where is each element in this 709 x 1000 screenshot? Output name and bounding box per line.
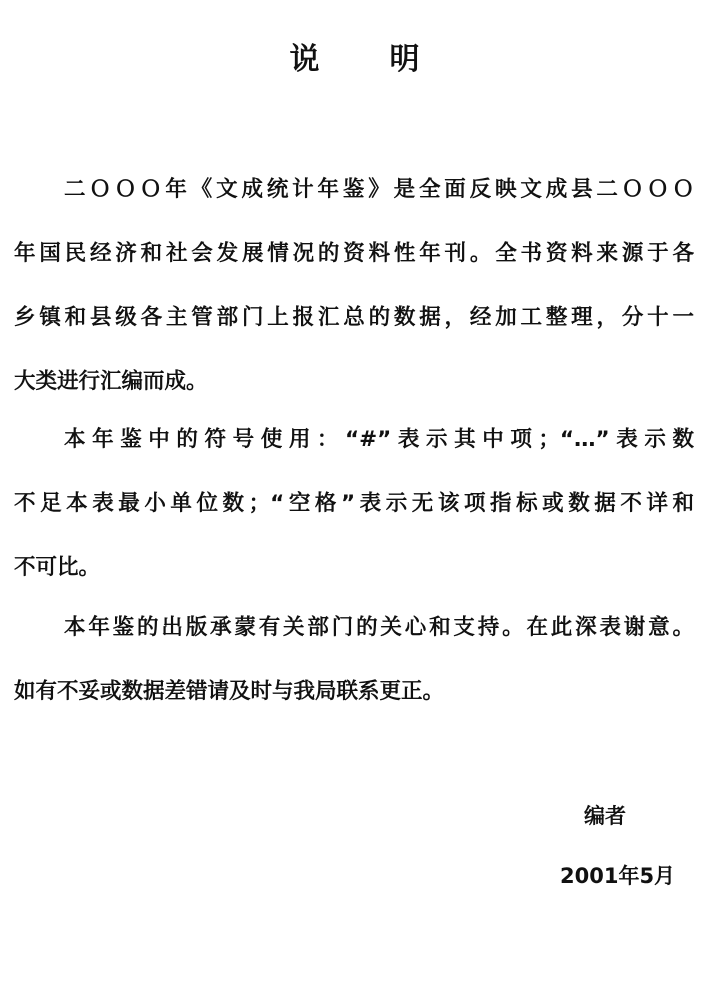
- paragraph-line: 不可比。: [14, 555, 101, 580]
- paragraph-line: 年国民经济和社会发展情况的资料性年刊。全书资料来源于各: [14, 241, 694, 266]
- paragraph-line: 本年鉴中的符号使用：“#”表示其中项；“…”表示数: [64, 427, 694, 452]
- paragraph-line: 本年鉴的出版承蒙有关部门的关心和支持。在此深表谢意。: [64, 615, 694, 640]
- paragraph-symbols: [14, 408, 694, 600]
- title-char-2: 明: [389, 42, 420, 77]
- paragraph-line: 乡镇和县级各主管部门上报汇总的数据，经加工整理，分十一: [14, 305, 694, 330]
- paragraph-line: 如有不妥或数据差错请及时与我局联系更正。: [14, 679, 445, 704]
- paragraph-line: 二ＯＯＯ年《文成统计年鉴》是全面反映文成县二ＯＯＯ: [64, 177, 694, 202]
- paragraph-thanks: [14, 596, 694, 724]
- title-char-1: 说: [289, 42, 320, 77]
- paragraph-line: 大类进行汇编而成。: [14, 369, 208, 394]
- signature-author: 编者: [584, 804, 626, 828]
- paragraph-line: 不足本表最小单位数；“空格”表示无该项指标或数据不详和: [14, 491, 694, 516]
- page-title: [0, 34, 709, 78]
- paragraph-intro: [14, 158, 694, 414]
- signature-date: 2001年5月: [560, 864, 676, 888]
